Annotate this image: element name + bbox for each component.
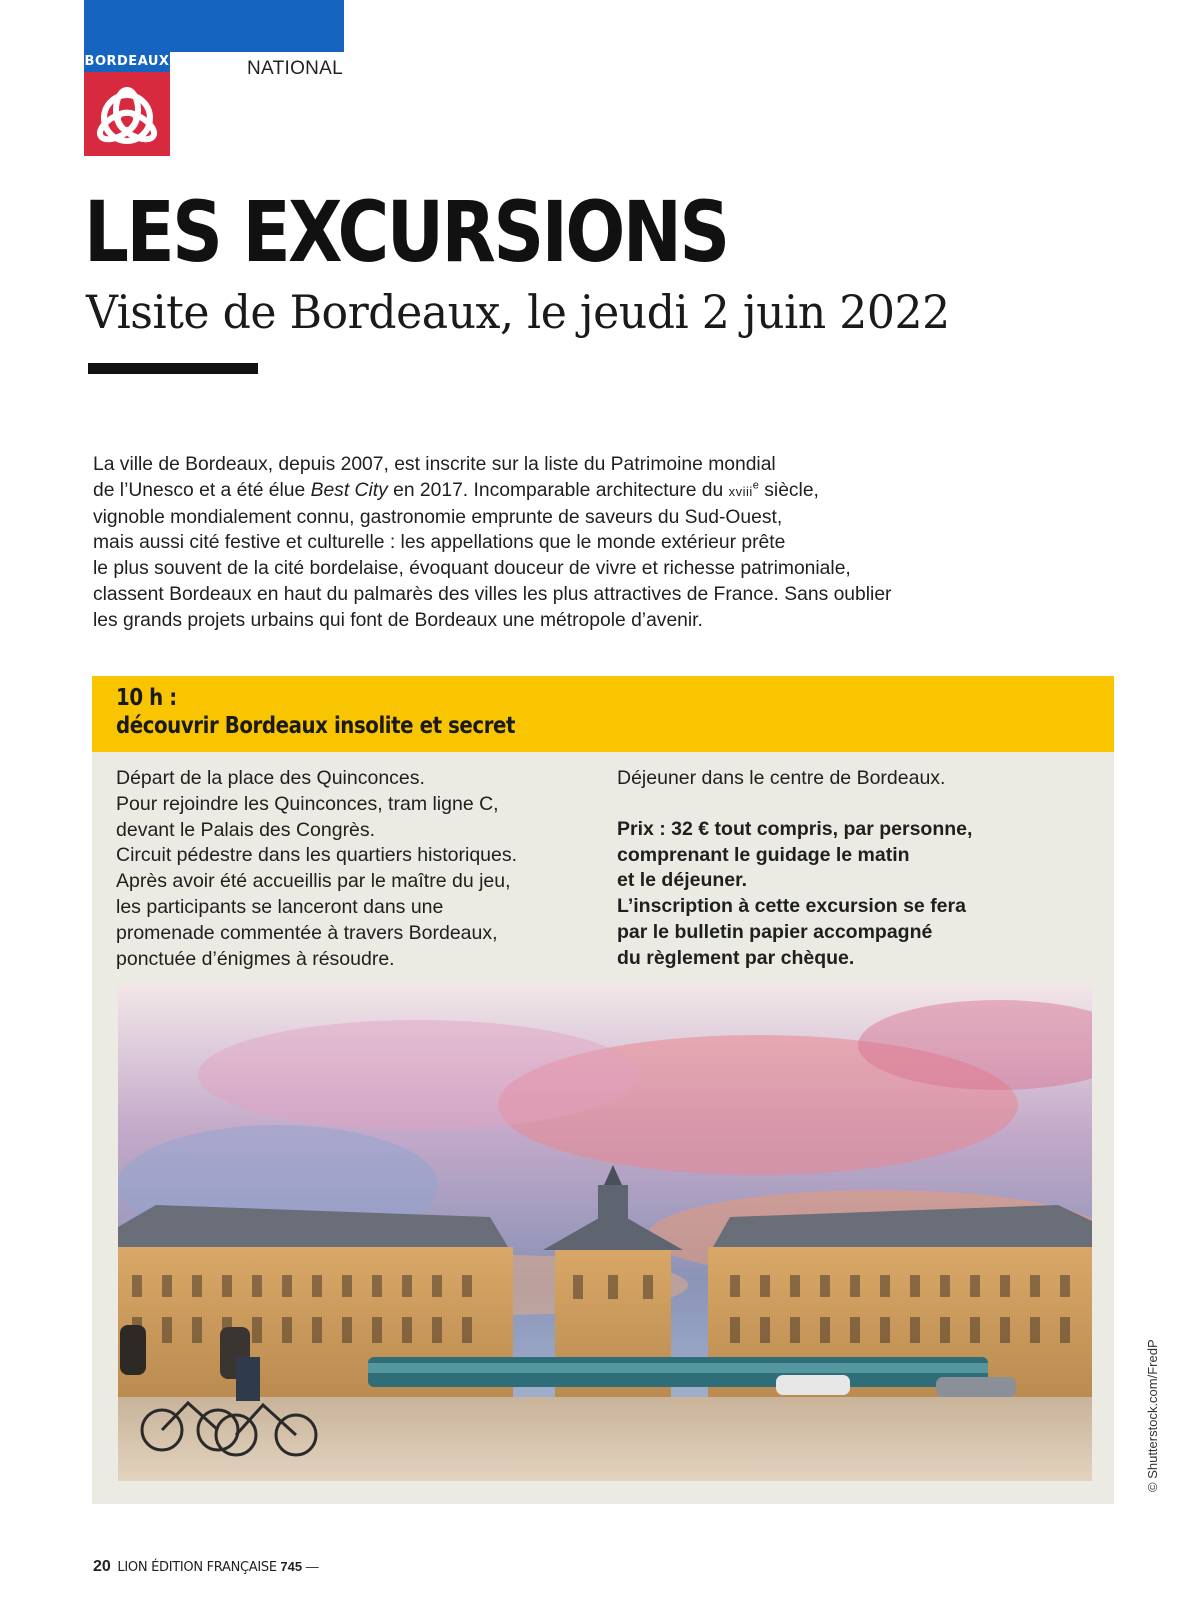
intro-text: siècle,: [758, 479, 819, 501]
itinerary-line: Circuit pédestre dans les quartiers historiques.: [116, 844, 518, 867]
page-number: 20: [93, 1558, 111, 1575]
century-superscript: e: [752, 479, 759, 492]
lions-emblem-icon: [84, 72, 170, 156]
price-line: comprenant le guidage le matin: [617, 843, 910, 866]
intro-text: en 2017. Incomparable architecture du: [387, 479, 729, 501]
century-numeral: xviii: [728, 483, 753, 499]
itinerary-line: les participants se lanceront dans une: [116, 895, 444, 918]
price-line: du règlement par chèque.: [617, 946, 855, 969]
intro-line: le plus souvent de la cité bordelaise, évoquant douceur de vivre et richesse patrimoniale,: [93, 558, 851, 580]
intro-line: les grands projets urbains qui font de Bordeaux une métropole d’avenir.: [93, 609, 703, 631]
price-line: et le déjeuner.: [617, 869, 748, 892]
excursion-time: 10 h :: [116, 685, 177, 711]
page-title: LES EXCURSIONS: [84, 183, 728, 281]
details-column: [617, 766, 972, 972]
price-block: [617, 817, 972, 972]
photo-credit: © Shutterstock.com/FredP: [1145, 1339, 1160, 1492]
itinerary-line: ponctuée d’énigmes à résoudre.: [116, 947, 395, 970]
place-de-la-bourse-photo: [118, 985, 1092, 1481]
intro-line: vignoble mondialement connu, gastronomie emprunte de saveurs du Sud-Ouest,: [93, 506, 783, 528]
price-line: L’inscription à cette excursion se fera: [617, 895, 966, 918]
intro-line: La ville de Bordeaux, depuis 2007, est inscrite sur la liste du Patrimoine mondial: [93, 454, 776, 475]
itinerary-line: Pour rejoindre les Quinconces, tram ligne C,: [116, 792, 499, 815]
page-subtitle: Visite de Bordeaux, le jeudi 2 juin 2022: [86, 285, 950, 339]
lunch-text: Déjeuner dans le centre de Bordeaux.: [617, 767, 946, 789]
section-label: NATIONAL: [247, 58, 344, 79]
footer-dash: —: [305, 1559, 319, 1574]
itinerary-line: Après avoir été accueillis par le maître du jeu,: [116, 870, 511, 893]
intro-line: mais aussi cité festive et culturelle : les appellations que le monde extérieur prête: [93, 532, 786, 554]
bordeaux-logo: [84, 52, 170, 156]
price-line: par le bulletin papier accompagné: [617, 920, 933, 943]
intro-text: de l’Unesco et a été élue: [93, 479, 311, 501]
itinerary-line: Départ de la place des Quinconces.: [116, 767, 425, 789]
excursion-heading: découvrir Bordeaux insolite et secret: [116, 713, 516, 739]
title-rule: [88, 363, 258, 374]
page-footer: [93, 1558, 319, 1576]
intro-line: classent Bordeaux en haut du palmarès des villes les plus attractives de France. Sans oublier: [93, 583, 892, 605]
intro-paragraph: [93, 452, 993, 634]
issue-number: 745: [280, 1559, 303, 1574]
itinerary-line: devant le Palais des Congrès.: [116, 818, 376, 841]
itinerary-column: [116, 766, 517, 972]
logo-label: BORDEAUX: [84, 52, 170, 72]
top-color-bar: [84, 0, 344, 52]
itinerary-line: promenade commentée à travers Bordeaux,: [116, 921, 498, 944]
intro-line: [93, 478, 993, 505]
publication-name: LION ÉDITION FRANÇAISE: [117, 1560, 277, 1575]
price-line: Prix : 32 € tout compris, par personne,: [617, 817, 973, 840]
best-city-text: Best City: [310, 479, 388, 501]
